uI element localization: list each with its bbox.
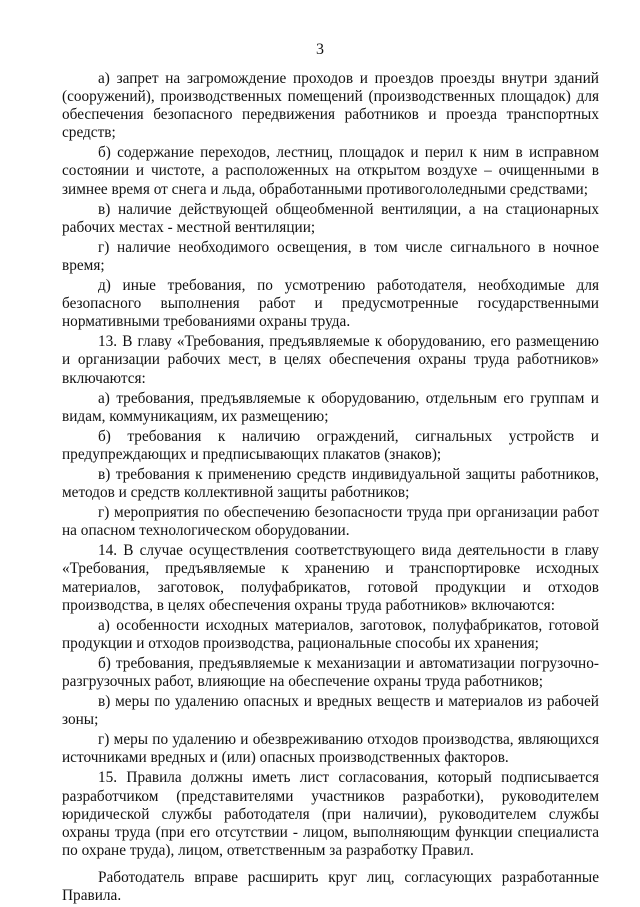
paragraph-item-b-stairs: б) содержание переходов, лестниц, площадок и перил к ним в исправном состоянии и чистоте, а расположенных на открытом воздухе – очищенными в зимнее время от снега и льда, обработанными противогололедными средствами; <box>62 144 599 198</box>
paragraph-14-item-v: в) меры по удалению опасных и вредных веществ и материалов из рабочей зоны; <box>62 693 599 729</box>
paragraph-employer-right: Работодатель вправе расширить круг лиц, согласующих разработанные Правила. <box>62 868 599 905</box>
paragraph-14-item-g: г) меры по удалению и обезвреживанию отходов производства, являющихся источниками вредных и (или) опасных производственных факторов. <box>62 731 599 767</box>
paragraph-item-v-ventilation: в) наличие действующей общеобменной вентиляции, а на стационарных рабочих местах - местной вентиляции; <box>62 200 599 236</box>
paragraph-13-item-a: а) требования, предъявляемые к оборудованию, отдельным его группам и видам, коммуникациям, их размещению; <box>62 389 599 425</box>
paragraph-13-item-v: в) требования к применению средств индивидуальной защиты работников, методов и средств коллективной защиты работников; <box>62 465 599 502</box>
paragraph-13-item-b: б) требования к наличию ограждений, сигнальных устройств и предупреждающих и предписывающих плакатов (знаков); <box>62 427 599 463</box>
paragraph-item-a-passages: а) запрет на загромождение проходов и проездов проезды внутри зданий (сооружений), производственных помещений (производственных площадок) для обеспечения безопасного передвижения работников и проезда транспортных средств; <box>62 70 599 142</box>
paragraph-14-item-a: а) особенности исходных материалов, заготовок, полуфабрикатов, готовой продукции и отходов производства, рациональные способы их хранения; <box>62 616 599 652</box>
paragraph-14: 14. В случае осуществления соответствующего вида деятельности в главу «Требования, предъявляемые к хранению и транспортировке исходных материалов, заготовок, полуфабрикатов, готовой продукции и отходов производства, в целях обеспечения охраны труда работников» включаются: <box>62 542 599 614</box>
paragraph-13: 13. В главу «Требования, предъявляемые к оборудованию, его размещению и организации рабочих мест, в целях обеспечения охраны труда работников» включаются: <box>62 333 599 387</box>
paragraph-item-g-lighting: г) наличие необходимого освещения, в том числе сигнального в ночное время; <box>62 238 599 274</box>
paragraph-15: 15. Правила должны иметь лист согласования, который подписывается разработчиком (представителями участников разработки), руководителем юридической службы работодателя (при наличии), руководителем службы охраны труда (при его отсутствии - лицом, выполняющим функции специалиста по охране труда), лицом, ответственным за разработку Правил. <box>62 769 599 859</box>
paragraph-14-item-b: б) требования, предъявляемые к механизации и автоматизации погрузочно-разгрузочных работ, влияющие на обеспечение охраны труда работников; <box>62 654 599 690</box>
document-body <box>62 70 599 907</box>
paragraph-13-item-g: г) мероприятия по обеспечению безопасности труда при организации работ на опасном технологическом оборудовании. <box>62 504 599 540</box>
page-number: 3 <box>316 41 324 58</box>
paragraph-item-d-other: д) иные требования, по усмотрению работодателя, необходимые для безопасного выполнения работ и предусмотренные государственными нормативными требованиями охраны труда. <box>62 277 599 331</box>
